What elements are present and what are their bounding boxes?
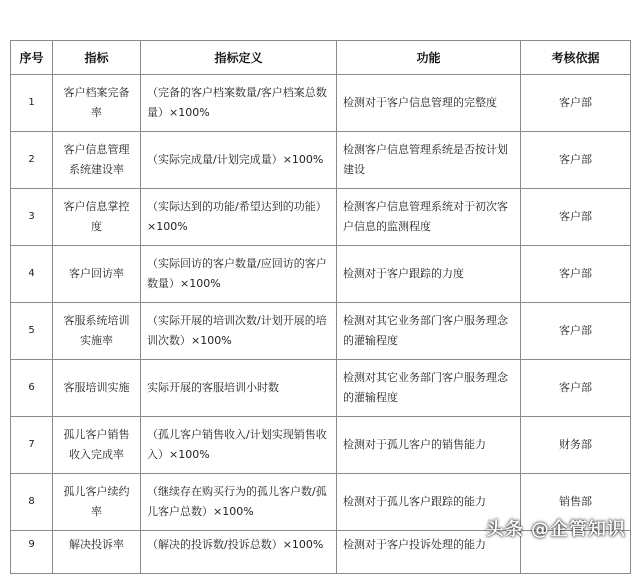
row-number: 3 xyxy=(11,189,53,246)
header-definition: 指标定义 xyxy=(141,41,337,75)
indicator-function: 检测对于客户投诉处理的能力 xyxy=(337,531,521,574)
table-body xyxy=(11,75,631,574)
indicator-function: 检测客户信息管理系统对于初次客户信息的监测程度 xyxy=(337,189,521,246)
assessment-basis: 客户部 xyxy=(521,189,631,246)
assessment-basis: 客户部 xyxy=(521,303,631,360)
indicator-name: 客户信息管理系统建设率 xyxy=(53,132,141,189)
assessment-basis: 客户部 xyxy=(521,360,631,417)
kpi-table xyxy=(10,40,631,574)
row-number: 9 xyxy=(11,531,53,574)
assessment-basis: 客户部 xyxy=(521,132,631,189)
table-header xyxy=(11,41,631,75)
indicator-definition: （完备的客户档案数量/客户档案总数量）×100% xyxy=(141,75,337,132)
indicator-definition: （继续存在购买行为的孤儿客户数/孤儿客户总数）×100% xyxy=(141,474,337,531)
table-row xyxy=(11,189,631,246)
indicator-name: 客服培训实施 xyxy=(53,360,141,417)
indicator-definition: （实际回访的客户数量/应回访的客户数量）×100% xyxy=(141,246,337,303)
indicator-function: 检测对于客户信息管理的完整度 xyxy=(337,75,521,132)
table-row xyxy=(11,303,631,360)
indicator-function: 检测对其它业务部门客户服务理念的灌输程度 xyxy=(337,303,521,360)
indicator-name: 客户回访率 xyxy=(53,246,141,303)
indicator-function: 检测对于孤儿客户的销售能力 xyxy=(337,417,521,474)
header-basis: 考核依据 xyxy=(521,41,631,75)
table-row xyxy=(11,417,631,474)
row-number: 4 xyxy=(11,246,53,303)
indicator-function: 检测对其它业务部门客户服务理念的灌输程度 xyxy=(337,360,521,417)
header-no: 序号 xyxy=(11,41,53,75)
header-function: 功能 xyxy=(337,41,521,75)
indicator-name: 客服系统培训实施率 xyxy=(53,303,141,360)
indicator-name: 客户档案完备率 xyxy=(53,75,141,132)
row-number: 2 xyxy=(11,132,53,189)
indicator-name: 孤儿客户续约率 xyxy=(53,474,141,531)
indicator-definition: （解决的投诉数/投诉总数）×100% xyxy=(141,531,337,574)
row-number: 7 xyxy=(11,417,53,474)
row-number: 5 xyxy=(11,303,53,360)
indicator-definition: 实际开展的客服培训小时数 xyxy=(141,360,337,417)
indicator-definition: （实际完成量/计划完成量）×100% xyxy=(141,132,337,189)
indicator-name: 孤儿客户销售收入完成率 xyxy=(53,417,141,474)
indicator-function: 检测对于客户跟踪的力度 xyxy=(337,246,521,303)
indicator-function: 检测对于孤儿客户跟踪的能力 xyxy=(337,474,521,531)
table-row xyxy=(11,132,631,189)
row-number: 8 xyxy=(11,474,53,531)
watermark: 头条 @企管知识 xyxy=(485,519,626,540)
row-number: 6 xyxy=(11,360,53,417)
indicator-name: 解决投诉率 xyxy=(53,531,141,574)
table-row xyxy=(11,246,631,303)
indicator-name: 客户信息掌控度 xyxy=(53,189,141,246)
indicator-definition: （孤儿客户销售收入/计划实现销售收入）×100% xyxy=(141,417,337,474)
assessment-basis: 财务部 xyxy=(521,417,631,474)
header-indicator: 指标 xyxy=(53,41,141,75)
table-row xyxy=(11,360,631,417)
indicator-definition: （实际达到的功能/希望达到的功能）×100% xyxy=(141,189,337,246)
indicator-definition: （实际开展的培训次数/计划开展的培训次数）×100% xyxy=(141,303,337,360)
assessment-basis: 销售部 xyxy=(521,474,631,531)
row-number: 1 xyxy=(11,75,53,132)
assessment-basis: 客户部 xyxy=(521,75,631,132)
assessment-basis: 客户部 xyxy=(521,246,631,303)
indicator-function: 检测客户信息管理系统是否按计划建设 xyxy=(337,132,521,189)
table-row xyxy=(11,75,631,132)
